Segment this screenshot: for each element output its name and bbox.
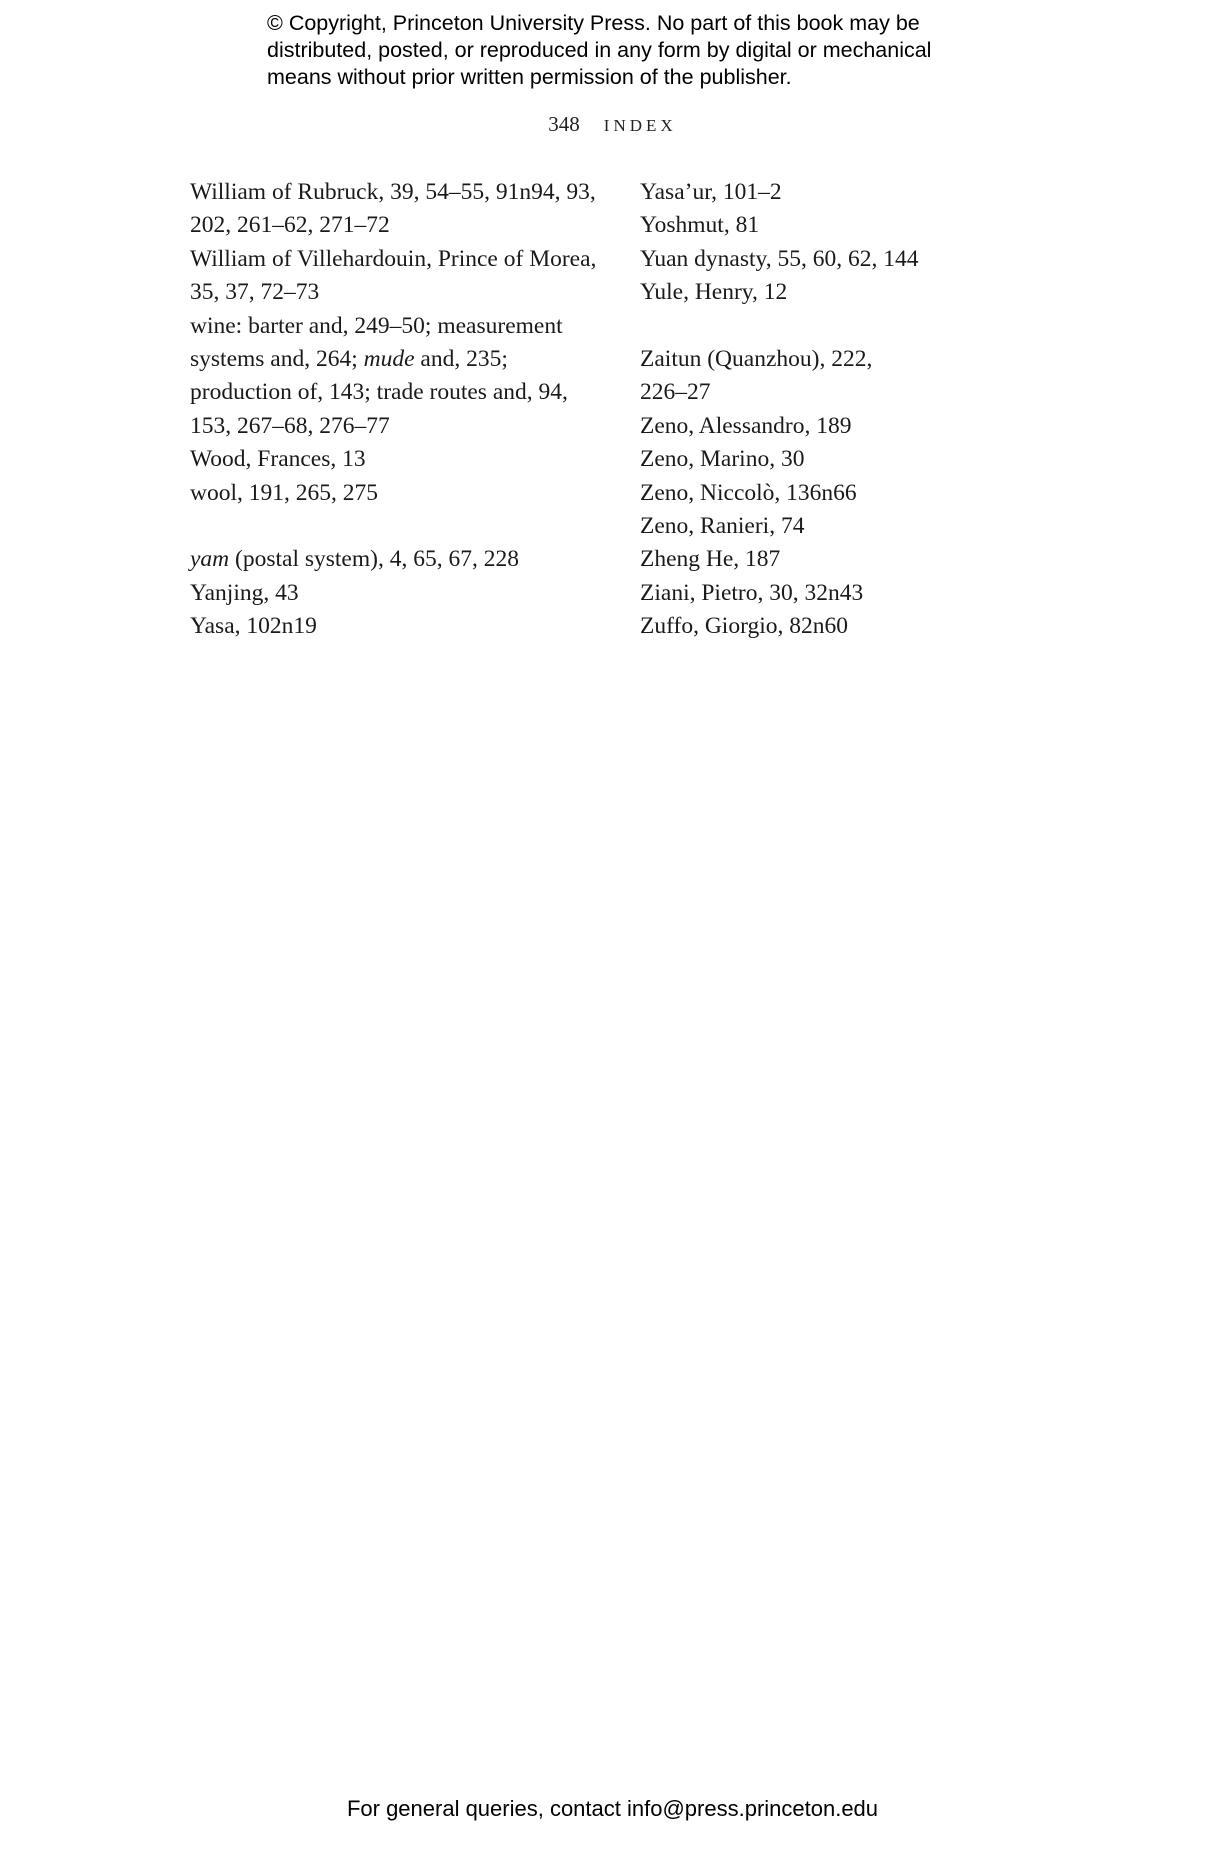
entry-line: Zaitun (Quanzhou), 222, [640, 346, 873, 373]
copyright-notice [267, 10, 1007, 91]
index-entry [190, 176, 620, 243]
contact-footer: For general queries, contact info@press.princeton.edu [346, 1796, 879, 1821]
entry-italic-term: mude [363, 346, 415, 373]
index-entry [640, 343, 1070, 410]
index-entry: Wood, Frances, 13 [190, 446, 366, 473]
index-entry: Zeno, Ranieri, 74 [640, 513, 805, 540]
copyright-line: © Copyright, Princeton University Press. No part of this book may be [267, 11, 920, 35]
index-entry: Yoshmut, 81 [640, 212, 760, 239]
index-entry: Yuan dynasty, 55, 60, 62, 144 [640, 245, 919, 272]
entry-line: William of Rubruck, 39, 54–55, 91n94, 93, [190, 179, 596, 205]
index-entry: Zuffo, Giorgio, 82n60 [640, 613, 849, 640]
entry-text: (postal system), 4, 65, 67, 228 [229, 546, 519, 573]
index-column-right [640, 176, 1070, 644]
index-entry: Ziani, Pietro, 30, 32n43 [640, 579, 864, 606]
running-head [0, 112, 1225, 137]
entry-line: production of, 143; trade routes and, 94, [190, 379, 568, 406]
index-entry: Zeno, Niccolò, 136n66 [640, 479, 857, 506]
copyright-line: distributed, posted, or reproduced in any form by digital or mechanical [267, 38, 932, 62]
index-entry: Zheng He, 187 [640, 546, 781, 573]
index-entry: Zeno, Alessandro, 189 [640, 412, 852, 439]
letter-group-spacer [190, 510, 620, 543]
index-entry [190, 243, 620, 310]
letter-group-spacer [640, 310, 1070, 343]
index-entry [190, 310, 620, 444]
index-entry: Zeno, Marino, 30 [640, 446, 805, 473]
entry-line: 35, 37, 72–73 [190, 279, 320, 306]
index-entry: wool, 191, 265, 275 [190, 479, 378, 506]
index-entry: Yasa, 102n19 [190, 613, 317, 640]
index-entry: Yule, Henry, 12 [640, 279, 788, 306]
index-entry [190, 543, 620, 576]
entry-text: systems and, 264; [190, 346, 364, 373]
entry-line: 202, 261–62, 271–72 [190, 212, 390, 239]
entry-text: and, 235; [414, 346, 508, 373]
index-column-left [190, 176, 620, 644]
page-number: 348 [548, 112, 580, 136]
index-entry: Yanjing, 43 [190, 579, 299, 606]
index-entry: Yasa’ur, 101–2 [640, 179, 782, 205]
entry-line [190, 343, 620, 376]
entry-line: 153, 267–68, 276–77 [190, 412, 390, 439]
entry-line: William of Villehardouin, Prince of Morea, [190, 245, 597, 272]
entry-line: 226–27 [640, 379, 711, 406]
section-title: INDEX [603, 116, 677, 135]
copyright-line: means without prior written permission of the publisher. [267, 65, 792, 89]
entry-line: wine: barter and, 249–50; measurement [190, 312, 563, 339]
entry-italic-term: yam [190, 546, 230, 573]
